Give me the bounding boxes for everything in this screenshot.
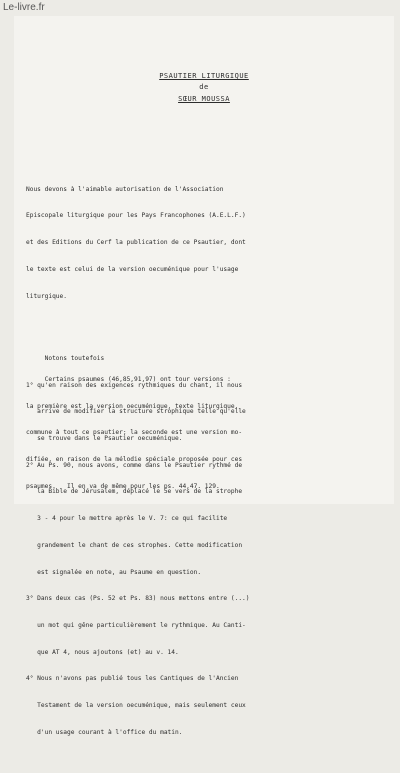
text-line: 1° qu'en raison des exigences rythmiques du chant, il nous: [26, 381, 243, 389]
watermark: Le-livre.fr: [3, 2, 45, 13]
text-line: d'un usage courant à l'office du matin.: [26, 728, 183, 736]
text-line: Episcopale liturgique pour les Pays Francophones (A.E.L.F.): [26, 212, 246, 220]
text-line: Notons toutefois: [26, 354, 105, 362]
text-line: 2° Au Ps. 90, nous avons, comme dans le Psautier rythmé de: [26, 461, 243, 469]
text-line: 4° Nous n'avons pas publié tous les Cantiques de l'Ancien: [26, 675, 239, 683]
document-page: [14, 16, 394, 736]
title-line-1: PSAUTIER LITURGIQUE: [159, 72, 249, 80]
text-line: la première est la version oecuménique, texte liturgique,: [26, 402, 239, 410]
text-line: 3 - 4 pour le mettre après le V. 7: ce qui facilite: [26, 515, 228, 523]
text-line: commune à tout ce psautier; la seconde est une version mo-: [26, 429, 243, 437]
text-line: arrive de modifier la structure strophique telle qu'elle: [26, 408, 246, 416]
text-line: se trouve dans le Psautier oecuménique.: [26, 435, 183, 442]
text-line: que AT 4, nous ajoutons (et) au v. 14.: [26, 648, 179, 656]
text-line: liturgique.: [26, 292, 67, 300]
text-line: grandement le chant de ces strophes. Cette modification: [26, 541, 243, 549]
text-line: Certains psaumes (46,85,91,97) ont tour versions :: [26, 375, 231, 383]
text-line: est signalée en note, au Psaume en question.: [26, 568, 202, 576]
intro-paragraph: [26, 168, 390, 319]
text-line: la Bible de Jérusalem, déplacé le 5e vers de la strophe: [26, 488, 243, 496]
text-line: 3° Dans deux cas (Ps. 52 et Ps. 83) nous mettons entre (...): [26, 595, 250, 603]
text-line: un mot qui gêne particulièrement le rythmique. Au Canti-: [26, 622, 246, 630]
text-line: et des Editions du Cerf la publication de ce Psautier, dont: [26, 239, 246, 247]
title-line-3: SŒUR MOUSSA: [178, 95, 230, 103]
title-line-2: de: [199, 83, 209, 91]
text-line: psaumes. Il en va de même pour les ps. 44,47. 129.: [26, 482, 220, 490]
text-line: le texte est celui de la version oecuménique pour l'usage: [26, 265, 239, 273]
text-line: Testament de la version oecuménique, mais seulement ceux: [26, 702, 246, 710]
text-line: difiée, en raison de la mélodie spéciale proposée pour ces: [26, 455, 243, 463]
closing-paragraph: [26, 358, 390, 509]
text-line: Nous devons à l'aimable autorisation de l'Association: [26, 185, 224, 193]
